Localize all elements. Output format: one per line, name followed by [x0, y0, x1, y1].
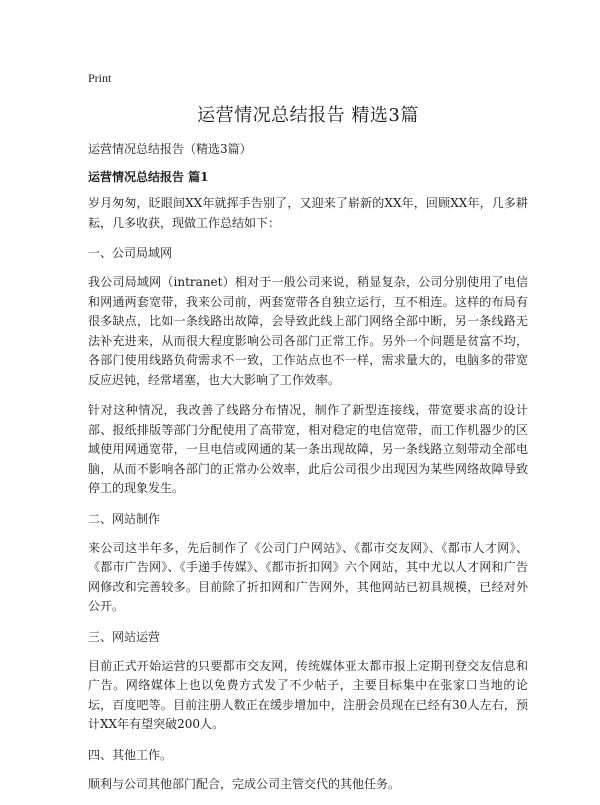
section-title: 运营情况总结报告 篇1 — [88, 170, 209, 184]
document-page — [88, 70, 528, 805]
section-heading-lan: 一、公司局域网 — [88, 246, 173, 260]
page-title: 运营情况总结报告 精选3篇 — [197, 105, 419, 126]
intro-paragraph: 岁月匆匆，眨眼间XX年就挥手告别了，又迎来了崭新的XX年，回顾XX年，几多耕耘，几多收获，现做工作总结如下： — [88, 196, 528, 230]
paragraph-lan-1: 我公司局域网（intranet）相对于一般公司来说，稍显复杂，公司分别使用了电信和网通两套宽带，我来公司前，两套宽带各自独立运行，互不相连。这样的布局有很多缺点，比如一条线路出故障，会导致此线上部门网络全部中断，另一条线路无法补充进来，从而很大程度影响公司各部门正常工作。另外一个问题是贫富不均，各部门使用线路负荷需求不一致，工作站点也不一样，需求量大的，电脑多的带宽反应迟钝，经常堵塞，也大大影响了工作效率。 — [88, 275, 528, 387]
paragraph-other-1: 顺利与公司其他部门配合，完成公司主管交代的其他任务。 — [88, 776, 401, 791]
paragraph-lan-2: 针对这种情况，我改善了线路分布情况，制作了新型连接线，带宽要求高的设计部、报纸排版等部门分配使用了高带宽，相对稳定的电信宽带，而工作机器少的区域使用网通宽带，一旦电信或网通的某一条出现故障，另一条线路立刻带动全部电脑，从而不影响各部门的正常办公效率，此后公司很少出现因为某些网络故障导致停工的现象发生。 — [88, 403, 528, 495]
paragraph-operations-1: 目前正式开始运营的只要都市交友网，传统媒体亚太都市报上定期刊登交友信息和广告。网络媒体上也以免费方式发了不少帖子，主要目标集中在张家口当地的论坛，百度吧等。目前注册人数正在缓步增加中，注册会员现在已经有30人左右，预计XX年有望突破200人。 — [88, 658, 528, 731]
section-heading-operations: 三、网站运营 — [88, 629, 161, 644]
section-heading-website: 二、网站制作 — [88, 511, 161, 526]
section-heading-other: 四、其他工作。 — [88, 747, 173, 762]
print-link[interactable]: Print — [88, 71, 112, 85]
paragraph-website-1: 来公司这半年多，先后制作了《公司门户网站》、《都市交友网》、《都市人才网》、《都市广告网》、《手递手传媒》、《都市折扣网》六个网站，其中尤以人才网和广告网修改和完善较多。目前除了折扣网和广告网外，其他网站已初具规模，已经对外公开。 — [88, 540, 528, 613]
document-subtitle: 运营情况总结报告（精选3篇） — [88, 142, 252, 156]
